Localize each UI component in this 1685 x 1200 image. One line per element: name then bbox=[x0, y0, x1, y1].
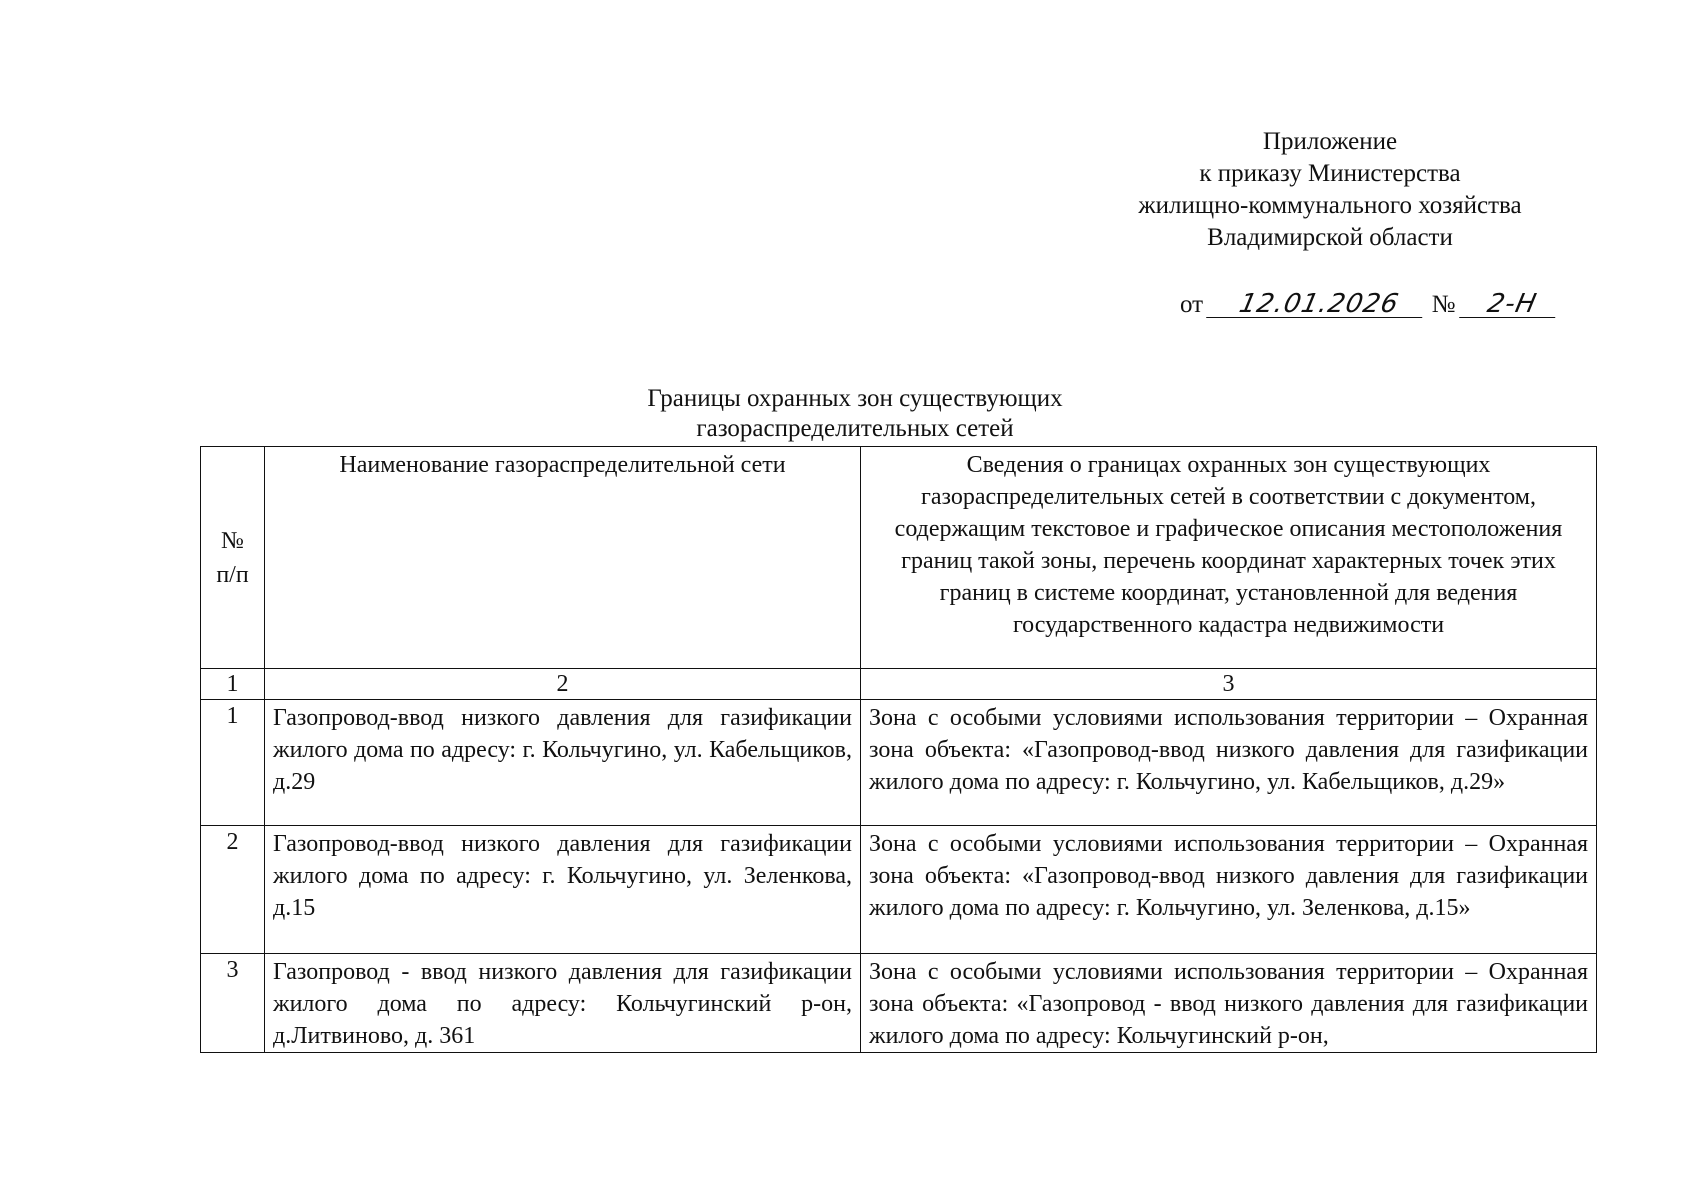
row-network-name: Газопровод-ввод низкого давления для газификации жилого дома по адресу: г. Кольчугино, ул. Зеленкова, д.15 bbox=[265, 826, 861, 954]
title-line: газораспределительных сетей bbox=[696, 415, 1014, 442]
column-number: 2 bbox=[265, 669, 861, 700]
appendix-line: жилищно-коммунального хозяйства bbox=[1138, 192, 1522, 219]
row-number: 3 bbox=[201, 954, 265, 1053]
header-network-name: Наименование газораспределительной сети bbox=[265, 447, 861, 669]
appendix-block bbox=[1080, 126, 1580, 254]
title-line: Границы охранных зон существующих bbox=[647, 385, 1063, 412]
row-number: 1 bbox=[201, 700, 265, 826]
table-row bbox=[201, 954, 1597, 1053]
row-network-name: Газопровод - ввод низкого давления для газификации жилого дома по адресу: Кольчугинский р-он, д.Литвиново, д. 361 bbox=[265, 954, 861, 1053]
row-zone-info: Зона с особыми условиями использования территории – Охранная зона объекта: «Газопровод-ввод низкого давления для газификации жилого дома по адресу: г. Кольчугино, ул. Кабельщиков, д.29» bbox=[861, 700, 1597, 826]
number-prefix: № bbox=[1431, 291, 1456, 318]
table-row bbox=[201, 826, 1597, 954]
table-row bbox=[201, 700, 1597, 826]
date-prefix: от bbox=[1180, 291, 1204, 318]
row-number: 2 bbox=[201, 826, 265, 954]
appendix-line: Владимирской области bbox=[1207, 224, 1453, 251]
appendix-line: к приказу Министерства bbox=[1199, 160, 1461, 187]
order-date-number bbox=[1180, 288, 1600, 322]
table-header-row bbox=[201, 447, 1597, 669]
column-number: 3 bbox=[861, 669, 1597, 700]
appendix-line: Приложение bbox=[1262, 128, 1398, 155]
header-number bbox=[201, 447, 265, 669]
handwritten-number: 2-Н bbox=[1459, 291, 1561, 318]
header-number-pp: п/п bbox=[216, 561, 249, 588]
column-number: 1 bbox=[201, 669, 265, 700]
column-numbers-row bbox=[201, 669, 1597, 700]
row-network-name: Газопровод-ввод низкого давления для газификации жилого дома по адресу: г. Кольчугино, ул. Кабельщиков, д.29 bbox=[265, 700, 861, 826]
row-zone-info: Зона с особыми условиями использования территории – Охранная зона объекта: «Газопровод-ввод низкого давления для газификации жилого дома по адресу: г. Кольчугино, ул. Зеленкова, д.15» bbox=[861, 826, 1597, 954]
document-title bbox=[560, 384, 1150, 444]
handwritten-date: 12.01.2026 bbox=[1206, 291, 1428, 318]
protected-zones-table bbox=[200, 446, 1597, 1053]
header-zone-info: Сведения о границах охранных зон существующих газораспределительных сетей в соответствии с документом, содержащим текстовое и графическое описания местоположения границ такой зоны, перечень координат характерных точек этих границ в системе координат, установленной для ведения государственного кадастра недвижимости bbox=[861, 447, 1597, 669]
header-number-sign: № bbox=[221, 527, 244, 554]
row-zone-info: Зона с особыми условиями использования территории – Охранная зона объекта: «Газопровод - ввод низкого давления для газификации жилого дома по адресу: Кольчугинский р-он, bbox=[861, 954, 1597, 1053]
